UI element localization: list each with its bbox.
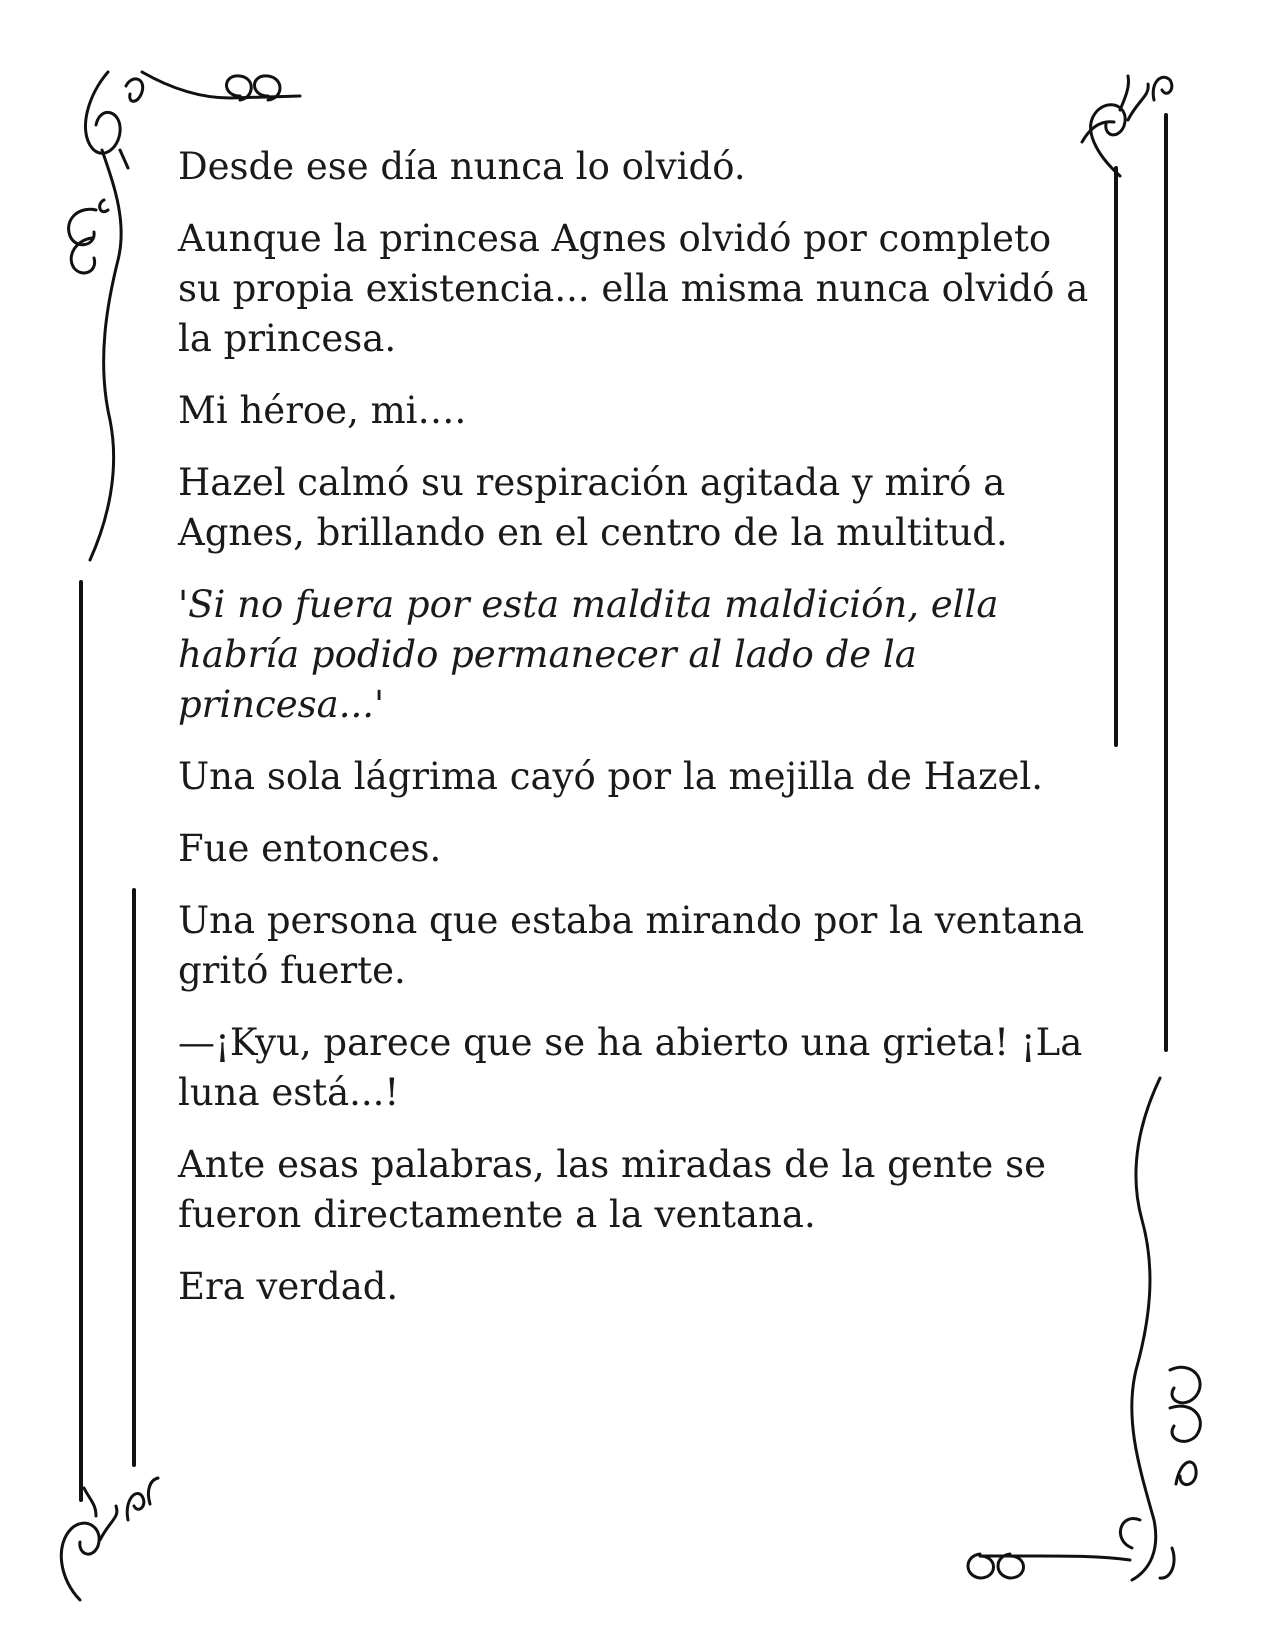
paragraph: Aunque la princesa Agnes olvidó por completo su propia existencia... ella misma nunca olvidó a la princesa. [178, 217, 1089, 360]
bottom-left-flourish [61, 1478, 158, 1600]
chapter-text [178, 142, 1098, 1334]
paragraph: Fue entonces. [178, 827, 442, 870]
inner-thought-paragraph: 'Si no fuera por esta maldita maldición, ella habría podido permanecer al lado de la princesa...' [178, 583, 999, 726]
paragraph: Una sola lágrima cayó por la mejilla de Hazel. [178, 755, 1043, 798]
paragraph: Una persona que estaba mirando por la ventana gritó fuerte. [178, 899, 1085, 992]
paragraph: Mi héroe, mi…. [178, 389, 467, 432]
paragraph: Ante esas palabras, las miradas de la gente se fueron directamente a la ventana. [178, 1143, 1046, 1236]
paragraph: Hazel calmó su respiración agitada y miró a Agnes, brillando en el centro de la multitud. [178, 461, 1008, 554]
paragraph: Desde ese día nunca lo olvidó. [178, 145, 746, 188]
paragraph: Era verdad. [178, 1265, 399, 1308]
dialogue-paragraph: —¡Kyu, parece que se ha abierto una grieta! ¡La luna está...! [178, 1021, 1083, 1114]
